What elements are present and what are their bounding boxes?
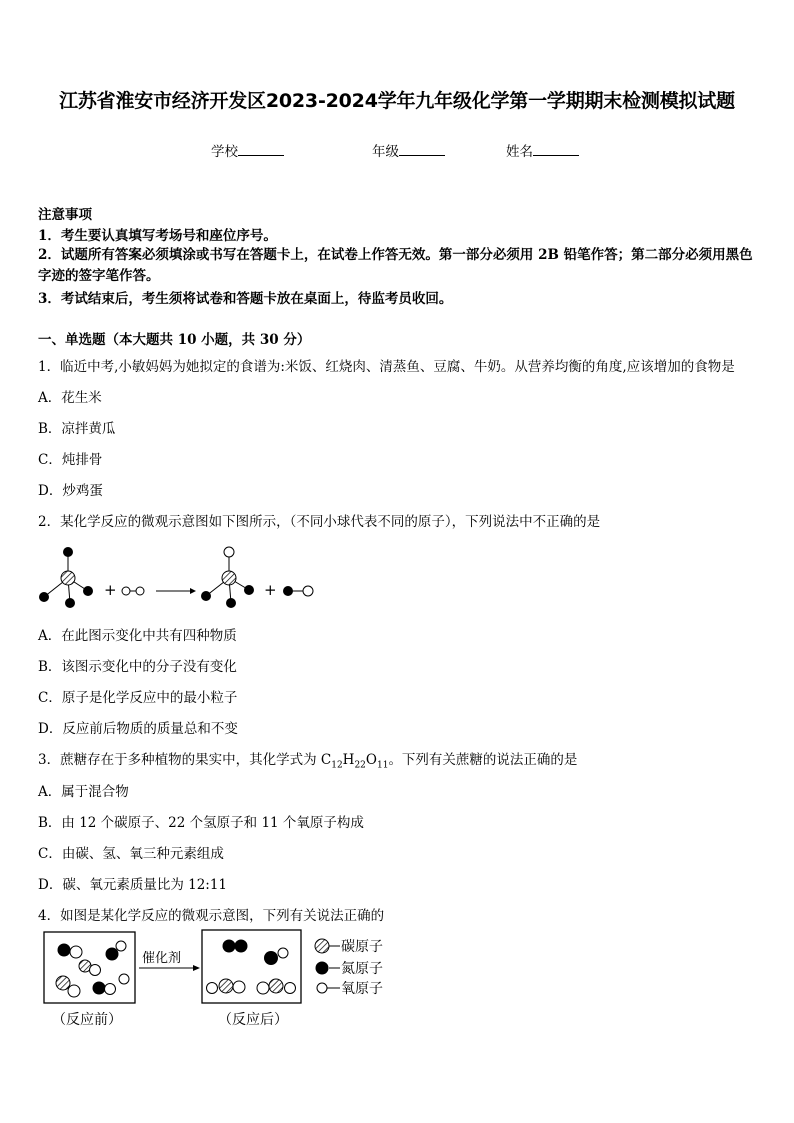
question-2-stem: 2．某化学反应的微观示意图如下图所示，（不同小球代表不同的原子），下列说法中不正确的是	[38, 514, 601, 530]
legend-oxygen-icon	[317, 983, 327, 993]
reaction-diagram-2	[30, 540, 330, 612]
q1-option-d: D．炒鸡蛋	[38, 483, 103, 499]
notice-item: 3．考试结束后，考生须将试卷和答题卡放在桌面上，待监考员收回。	[38, 291, 453, 307]
q3-option-a: A．属于混合物	[38, 784, 129, 800]
q2-option-a: A．在此图示变化中共有四种物质	[38, 628, 237, 644]
q1-option-b: B．凉拌黄瓜	[38, 421, 116, 437]
reaction-arrow	[156, 588, 196, 594]
q2-option-b: B．该图示变化中的分子没有变化	[38, 659, 237, 675]
q3-option-b: B．由 12 个碳原子、22 个氢原子和 11 个氧原子构成	[38, 815, 364, 831]
q3-option-d: D．碳、氧元素质量比为 12:11	[38, 877, 228, 893]
legend-label: 碳原子	[341, 939, 383, 955]
school-field[interactable]	[211, 140, 284, 160]
legend-carbon-icon	[315, 939, 329, 953]
legend-label: 氮原子	[341, 961, 383, 977]
grade-label: 年级	[372, 144, 399, 160]
name-field[interactable]	[506, 140, 579, 160]
q3-stem-pre: 3．蔗糖存在于多种植物的果实中，其化学式为 C	[38, 752, 332, 768]
legend-label: 氧原子	[341, 981, 383, 997]
grade-field[interactable]	[372, 140, 445, 160]
school-blank[interactable]	[238, 141, 284, 156]
before-caption: （反应前）	[52, 1012, 122, 1028]
after-caption: （反应后）	[218, 1012, 288, 1028]
reactant-molecule	[39, 547, 93, 608]
q1-option-a: A．花生米	[38, 390, 102, 406]
notice-heading: 注意事项	[38, 207, 92, 223]
q3-sub-h: 22	[354, 760, 366, 771]
q3-stem-post: 。下列有关蔗糖的说法正确的是	[388, 752, 578, 768]
product-molecule	[283, 586, 313, 596]
question-3-stem	[38, 748, 577, 771]
q2-option-d: D．反应前后物质的质量总和不变	[38, 721, 238, 737]
q3-o: O	[365, 752, 377, 768]
q3-h: H	[342, 752, 355, 768]
question-1-stem: 1．临近中考,小敏妈妈为她拟定的食谱为:米饭、红烧肉、清蒸鱼、豆腐、牛奶。从营养均衡的角度,应该增加的食物是	[38, 359, 735, 375]
svg-text:+: +	[264, 581, 277, 599]
q1-option-c: C．炖排骨	[38, 452, 103, 468]
q3-sub-c: 12	[331, 760, 343, 771]
legend-nitrogen-icon	[316, 962, 329, 975]
reaction-diagram-4	[38, 926, 408, 1034]
page-title: 江苏省淮安市经济开发区2023-2024学年九年级化学第一学期期末检测模拟试题	[59, 90, 735, 112]
section-heading: 一、单选题（本大题共 10 小题，共 30 分）	[38, 332, 311, 348]
name-label: 姓名	[506, 144, 533, 160]
svg-text:+: +	[104, 581, 117, 599]
catalyst-label: 催化剂	[142, 951, 182, 966]
reactant-molecule	[122, 587, 144, 595]
grade-blank[interactable]	[399, 141, 445, 156]
q3-option-c: C．由碳、氢、氧三种元素组成	[38, 846, 224, 862]
question-4-stem: 4．如图是某化学反应的微观示意图，下列有关说法正确的	[38, 908, 385, 924]
name-blank[interactable]	[533, 141, 579, 156]
q2-option-c: C．原子是化学反应中的最小粒子	[38, 690, 238, 706]
legend	[315, 939, 383, 997]
product-molecule	[201, 547, 254, 608]
school-label: 学校	[211, 144, 238, 160]
notice-item: 2．试题所有答案必须填涂或书写在答题卡上，在试卷上作答无效。第一部分必须用 2B 铅笔作答；第二部分必须用黑色字迹的签字笔作答。	[38, 247, 753, 284]
q3-sub-o: 11	[376, 760, 389, 771]
notice-item: 1．考生要认真填写考场号和座位序号。	[38, 228, 277, 244]
